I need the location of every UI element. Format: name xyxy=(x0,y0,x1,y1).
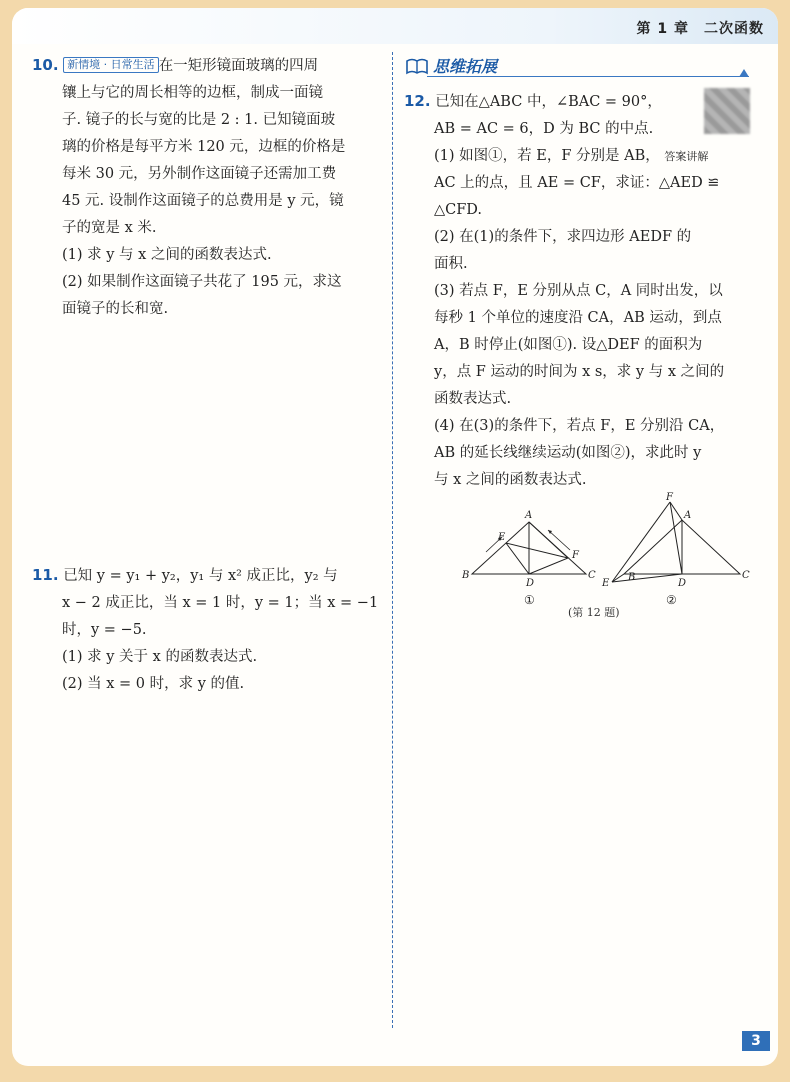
q10-line: 镶上与它的周长相等的边框，制成一面镜 xyxy=(62,85,323,101)
q10-line: 在一矩形镜面玻璃的四周 xyxy=(158,58,319,74)
column-divider xyxy=(392,52,393,1028)
workbook-page xyxy=(12,8,778,1066)
question-12 xyxy=(404,88,756,494)
q12-line: 已知在△ABC 中，∠BAC = 90°， xyxy=(435,94,662,110)
q12-line: AC 上的点，且 AE = CF，求证：△AED ≌ xyxy=(434,175,720,191)
q11-line: x − 2 成正比，当 x = 1 时，y = 1；当 x = −1 xyxy=(62,595,379,611)
q12-line: 与 x 之间的函数表达式. xyxy=(434,472,587,488)
page-number: 3 xyxy=(742,1031,770,1051)
label-c-1: C xyxy=(588,570,596,581)
q10-line: 每米 30 元，另外制作这面镜子还需加工费 xyxy=(62,166,337,182)
segment-af-1 xyxy=(529,522,568,558)
q12-line: 每秒 1 个单位的速度沿 CA，AB 运动，到点 xyxy=(434,310,722,326)
label-f-1: F xyxy=(572,550,579,561)
qr-code[interactable] xyxy=(704,88,750,134)
q11-part-1: (1) 求 y 关于 x 的函数表达式. xyxy=(62,649,258,665)
header-bar xyxy=(12,8,778,44)
section-title: 思维拓展 xyxy=(433,57,498,76)
q11-part-2: (2) 当 x = 0 时，求 y 的值. xyxy=(62,676,245,692)
q12-part-1: (1) 如图①，若 E，F 分别是 AB， 答案讲解 xyxy=(434,148,709,164)
figure-1-label: ① xyxy=(524,593,535,607)
segment-ef-2 xyxy=(612,502,670,582)
question-10-number: 10. xyxy=(32,56,59,74)
q12-line: AB = AC = 6，D 为 BC 的中点. xyxy=(434,121,654,137)
q11-line: 已知 y = y₁ + y₂，y₁ 与 x² 成正比，y₂ 与 xyxy=(63,568,338,584)
label-d-1: D xyxy=(526,578,535,589)
label-b-2: B xyxy=(628,572,636,583)
q12-line: 面积. xyxy=(434,256,468,272)
question-10 xyxy=(32,52,384,323)
q10-part-1: (1) 求 y 与 x 之间的函数表达式. xyxy=(62,247,272,263)
figure-caption: (第 12 题) xyxy=(568,606,620,619)
q10-line: 面镜子的长和宽. xyxy=(62,301,169,317)
banner-rule xyxy=(427,76,749,77)
q10-line: 璃的价格是每平方米 120 元，边框的价格是 xyxy=(62,139,346,155)
q10-line: 45 元. 设制作这面镜子的总费用是 y 元，镜 xyxy=(62,193,344,209)
q10-line: 子的宽是 x 米. xyxy=(62,220,157,236)
context-tag: 新情境 · 日常生活 xyxy=(63,57,159,73)
q12-part-4: (4) 在(3)的条件下，若点 F，E 分别沿 CA， xyxy=(434,418,725,434)
q12-part-3: (3) 若点 F，E 分别从点 C，A 同时出发，以 xyxy=(434,283,723,299)
question-11 xyxy=(32,562,384,698)
book-icon xyxy=(405,55,429,77)
q11-line: 时，y = −5. xyxy=(62,622,147,638)
label-a-1: A xyxy=(525,510,533,521)
q10-part-2: (2) 如果制作这面镜子共花了 195 元，求这 xyxy=(62,274,342,290)
answer-explanation-label: 答案讲解 xyxy=(664,150,709,163)
chapter-title: 第 1 章 二次函数 xyxy=(636,21,764,37)
label-b-1: B xyxy=(462,570,470,581)
label-e-2: E xyxy=(602,578,610,589)
question-11-number: 11. xyxy=(32,566,59,584)
label-e-1: E xyxy=(498,532,506,543)
triangle-def-1 xyxy=(506,543,568,574)
q12-part-2: (2) 在(1)的条件下，求四边形 AEDF 的 xyxy=(434,229,692,245)
label-a-2: A xyxy=(684,510,692,521)
q12-line: △CFD. xyxy=(434,202,483,218)
motion-arrow-f xyxy=(548,530,570,550)
q12-line: 函数表达式. xyxy=(434,391,512,407)
q12-line: AB 的延长线继续运动(如图②)，求此时 y xyxy=(434,445,702,461)
banner-arrow-icon xyxy=(739,69,749,77)
section-banner xyxy=(405,53,749,79)
figure-2-label: ② xyxy=(666,593,677,607)
q12-line: A，B 时停止(如图①). 设△DEF 的面积为 xyxy=(434,337,703,353)
label-d-2: D xyxy=(678,578,687,589)
q10-line: 子. 镜子的长与宽的比是 2 : 1. 已知镜面玻 xyxy=(62,112,336,128)
question-12-number: 12. xyxy=(404,92,431,110)
label-f-2: F xyxy=(666,492,673,503)
segment-fd-2 xyxy=(670,502,682,574)
q12-line: y，点 F 运动的时间为 x s，求 y 与 x 之间的 xyxy=(434,364,725,380)
label-c-2: C xyxy=(742,570,750,581)
